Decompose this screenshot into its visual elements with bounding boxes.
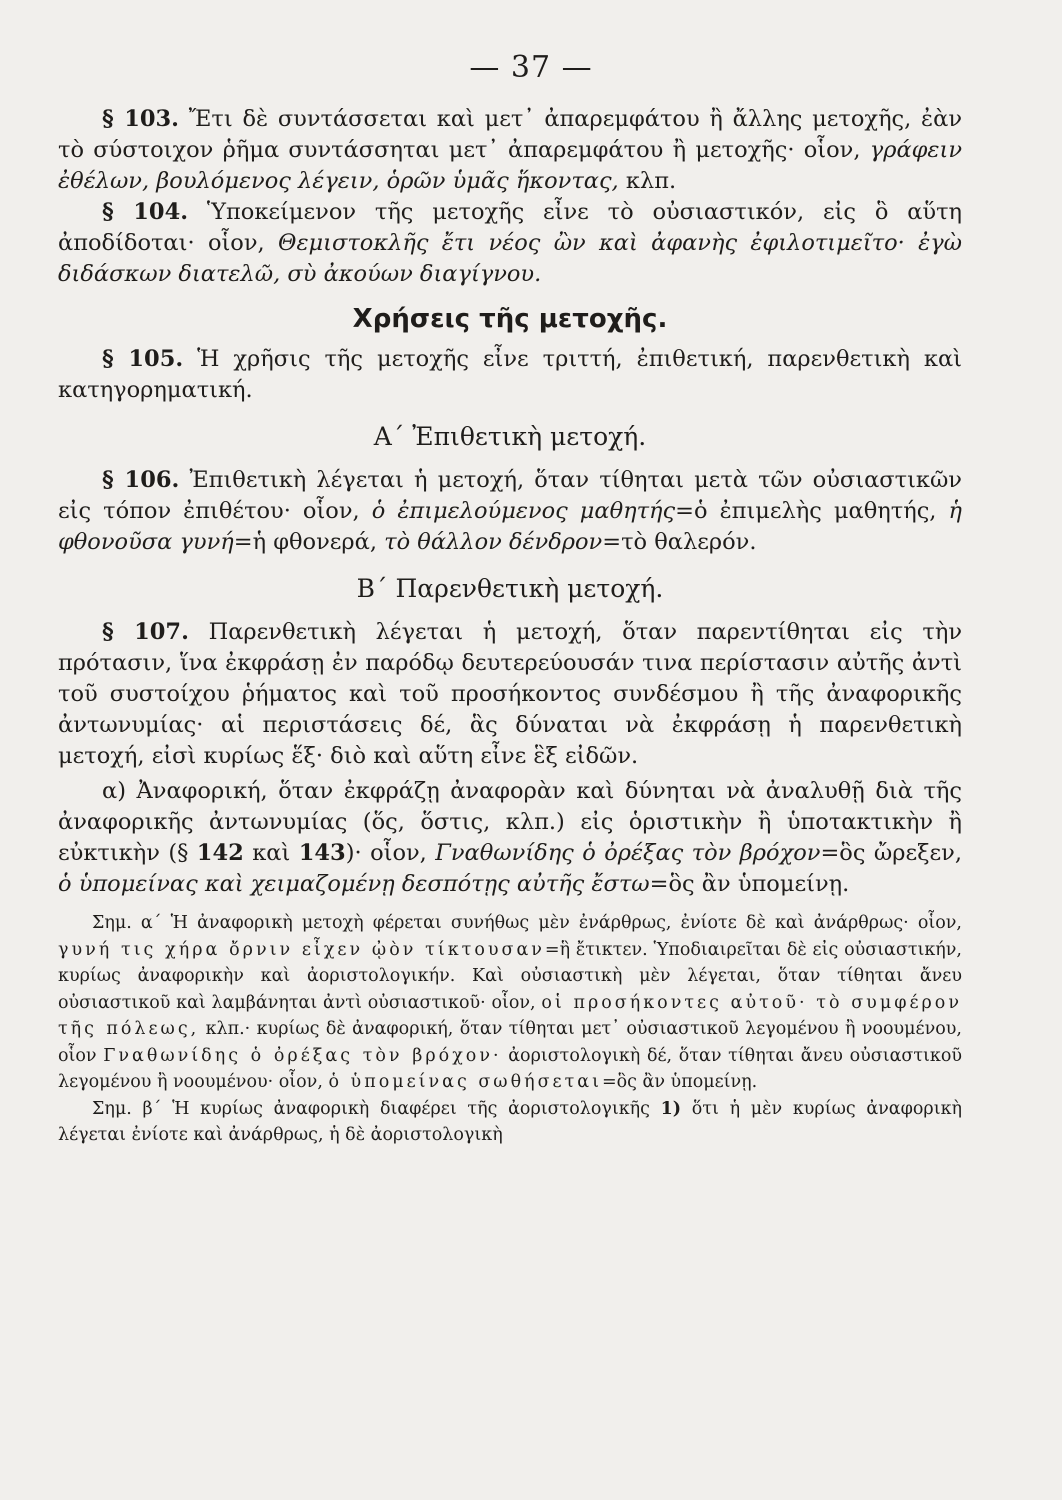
section-103: § 103. Ἔτι δὲ συντάσσεται καὶ μετ᾽ ἀπαρεμφάτου ἢ ἄλλης μετοχῆς, ἐὰν τὸ σύστοιχον ῥῆμα συντάσσηται μετ᾽ ἀπαρεμφάτου ἢ μετοχῆς· οἷον, γράφειν ἐθέλων, βουλόμενος λέγειν, ὁρῶν ὑμᾶς ἥκοντας, κλπ. — [58, 106, 962, 194]
heading-attributive-participle: Α΄ Ἐπιθετικὴ μετοχή. — [373, 422, 647, 451]
section-number: § 105. — [102, 346, 184, 372]
note-label: Σημ. α΄ — [92, 913, 162, 933]
example-phrase: ὁ ὑπομείνας καὶ χειμαζομένῃ δεσπότῃς αὐτῆς ἔστω — [58, 871, 650, 897]
note-b: Σημ. β΄ Ἡ κυρίως ἀναφορικὴ διαφέρει τῆς ἀοριστολογικῆς 1) ὅτι ἡ μὲν κυρίως ἀναφορικὴ λέγεται ἐνίοτε καὶ ἀνάρθρως, ἡ δὲ ἀοριστολογικὴ — [58, 1098, 962, 1145]
note-reference: 1) — [660, 1098, 682, 1119]
note-a: Σημ. α΄ Ἡ ἀναφορικὴ μετοχὴ φέρεται συνήθως μὲν ἐνάρθρως, ἐνίοτε δὲ καὶ ἀνάρθρως· οἷον, γυνή τις χήρα ὄρνιν εἶχεν ᾠὸν τίκτουσαν=ἣ ἔτικτεν. Ὑποδιαιρεῖται δὲ εἰς οὐσιαστικήν, κυρίως ἀναφορικὴν καὶ ἀοριστολογικήν. Καὶ οὐσιαστικὴ μὲν λέγεται, ὅταν τίθηται ἄνευ οὐσιαστικοῦ καὶ λαμβάνηται ἀντὶ οὐσιαστικοῦ· οἷον, οἱ προσήκοντες αὐτοῦ· τὸ συμφέρον τῆς πόλεως, κλπ.· κυρίως δὲ ἀναφορική, ὅταν τίθηται μετ᾽ οὐσιαστικοῦ λεγομένου ἢ νοουμένου, οἷον Γναθωνίδης ὁ ὀρέξας τὸν βρόχον· ἀοριστολογικὴ δέ, ὅταν τίθηται ἄνευ οὐσιαστικοῦ λεγομένου ἢ νοουμένου· οἷον, ὁ ὑπομείνας σωθήσεται=ὃς ἂν ὑπομείνῃ. — [58, 913, 962, 1092]
page-body — [58, 104, 962, 1149]
example-phrase: ὁ ὑπομείνας σωθήσεται — [328, 1072, 602, 1092]
example-phrase: γυνή τις χήρα ὄρνιν εἶχεν ᾠὸν τίκτουσαν — [58, 939, 545, 960]
example-phrase: Θεμιστοκλῆς ἔτι νέος ὢν καὶ ἀφανὴς ἐφιλοτιμεῖτο· ἐγὼ διδάσκων διατελῶ, σὺ ἀκούων διαγίγνου. — [58, 230, 962, 287]
notes-block — [58, 910, 962, 1149]
heading-uses-of-participle: Χρήσεις τῆς μετοχῆς. — [352, 304, 668, 334]
example-phrase: Γναθωνίδης ὁ ὀρέξας τὸν βρόχον· — [103, 1045, 502, 1066]
section-number: § 103. — [102, 106, 179, 132]
example-phrase: τὸ θάλλον δένδρον — [384, 529, 603, 555]
example-phrase: ἡ φθονοῦσα γυνή — [58, 498, 962, 555]
example-phrase: οἱ προσήκοντες αὐτοῦ· τὸ συμφέρον τῆς πόλεως, — [58, 992, 962, 1039]
example-phrase: ὁ ἐπιμελούμενος μαθητής — [371, 498, 676, 524]
note-label: Σημ. β΄ — [92, 1098, 162, 1119]
section-number: § 104. — [102, 199, 189, 225]
page-number: — 37 — — [469, 50, 593, 85]
section-107-a: α) Ἀναφορική, ὅταν ἐκφράζῃ ἀναφορὰν καὶ δύνηται νὰ ἀναλυθῇ διὰ τῆς ἀναφορικῆς ἀντωνυμίας (ὅς, ὅστις, κλπ.) εἰς ὁριστικὴν ἢ ὑποτακτικὴν ἢ εὐκτικὴν (§ 142 καὶ 143)· οἷον, Γναθωνίδης ὁ ὀρέξας τὸν βρόχον=ὃς ὤρεξεν, ὁ ὑπομείνας καὶ χειμαζομένῃ δεσπότῃς αὐτῆς ἔστω=ὃς ἂν ὑπομείνῃ. — [58, 778, 962, 897]
section-105: § 105. Ἡ χρῆσις τῆς μετοχῆς εἶνε τριττή, ἐπιθετική, παρενθετικὴ καὶ κατηγορηματική. — [58, 346, 962, 403]
section-reference: 143 — [298, 840, 346, 866]
example-phrase: γράφειν ἐθέλων, βουλόμενος λέγειν, ὁρῶν ὑμᾶς ἥκοντας, — [58, 137, 962, 194]
section-104: § 104. Ὑποκείμενον τῆς μετοχῆς εἶνε τὸ οὐσιαστικόν, εἰς ὃ αὕτη ἀποδίδοται· οἷον, Θεμιστοκλῆς ἔτι νέος ὢν καὶ ἀφανὴς ἐφιλοτιμεῖτο· ἐγὼ διδάσκων διατελῶ, σὺ ἀκούων διαγίγνου. — [58, 199, 962, 287]
section-number: § 107. — [102, 619, 189, 645]
section-106: § 106. Ἐπιθετικὴ λέγεται ἡ μετοχή, ὅταν τίθηται μετὰ τῶν οὐσιαστικῶν εἰς τόπον ἐπιθέτου· οἷον, ὁ ἐπιμελούμενος μαθητής=ὁ ἐπιμελὴς μαθητής, ἡ φθονοῦσα γυνή=ἡ φθονερά, τὸ θάλλον δένδρον=τὸ θαλερόν. — [58, 467, 962, 555]
section-107: § 107. Παρενθετικὴ λέγεται ἡ μετοχή, ὅταν παρεντίθηται εἰς τὴν πρότασιν, ἵνα ἐκφράσῃ ἐν παρόδῳ δευτερεύουσάν τινα περίστασιν αὐτῆς ἀντὶ τοῦ συστοίχου ῥήματος καὶ τοῦ προσήκοντος συνδέσμου ἢ τῆς ἀναφορικῆς ἀντωνυμίας· αἱ περιστάσεις δέ, ἃς δύναται νὰ ἐκφράσῃ ἡ παρενθετικὴ μετοχή, εἰσὶ κυρίως ἕξ· διὸ καὶ αὕτη εἶνε ἓξ εἰδῶν. — [58, 619, 963, 769]
section-number: § 106. — [102, 467, 180, 493]
example-phrase: Γναθωνίδης ὁ ὀρέξας τὸν βρόχον — [435, 840, 821, 866]
section-reference: 142 — [196, 840, 244, 866]
heading-parenthetical-participle: Β΄ Παρενθετικὴ μετοχή. — [356, 574, 664, 603]
